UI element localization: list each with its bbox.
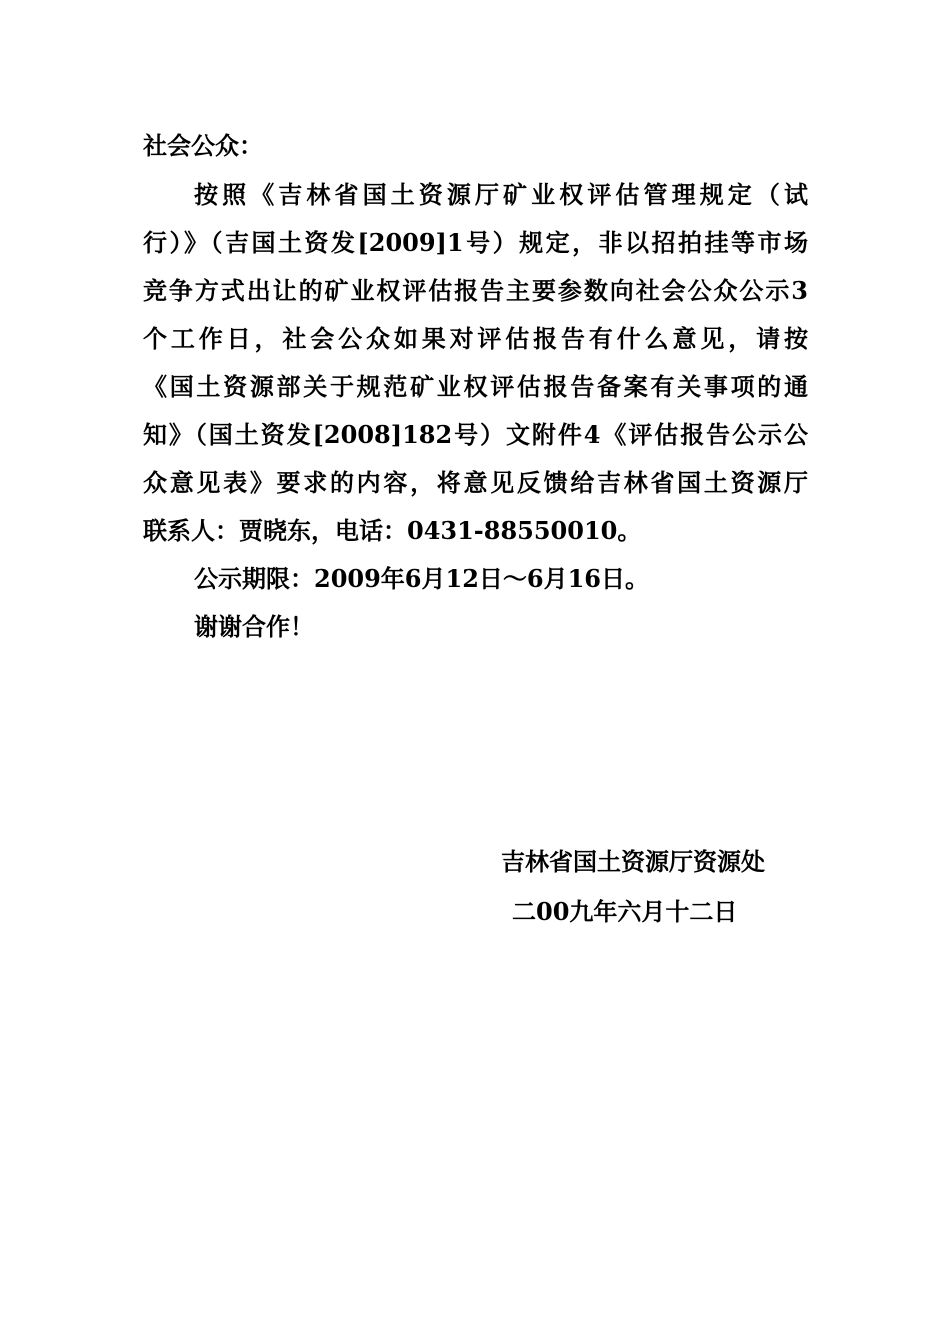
body-line-6: 知》（国土资发[2008]182号）文附件4《评估报告公示公 [143, 420, 808, 449]
salutation: 社会公众： [143, 131, 263, 160]
body-line-1: 按照《吉林省国土资源厅矿业权评估管理规定（试 [194, 180, 808, 209]
body-line-2: 行）》（吉国土资发[2009]1号）规定，非以招拍挂等市场 [143, 228, 808, 257]
body-line-8: 联系人：贾晓东，电话：0431-88550010。 [143, 516, 642, 545]
body-line-3: 竞争方式出让的矿业权评估报告主要参数向社会公众公示3 [143, 276, 808, 305]
body-line-4: 个工作日，社会公众如果对评估报告有什么意见，请按 [143, 324, 808, 353]
publicity-period: 公示期限：2009年6月12日～6月16日。 [194, 564, 649, 593]
thanks-note: 谢谢合作！ [194, 612, 314, 641]
body-line-7: 众意见表》要求的内容，将意见反馈给吉林省国土资源厅 [143, 468, 808, 497]
issuer-signature: 吉林省国土资源厅资源处 [501, 847, 765, 876]
body-line-5: 《国土资源部关于规范矿业权评估报告备案有关事项的通 [143, 372, 808, 401]
issue-date: 二00九年六月十二日 [512, 897, 738, 926]
